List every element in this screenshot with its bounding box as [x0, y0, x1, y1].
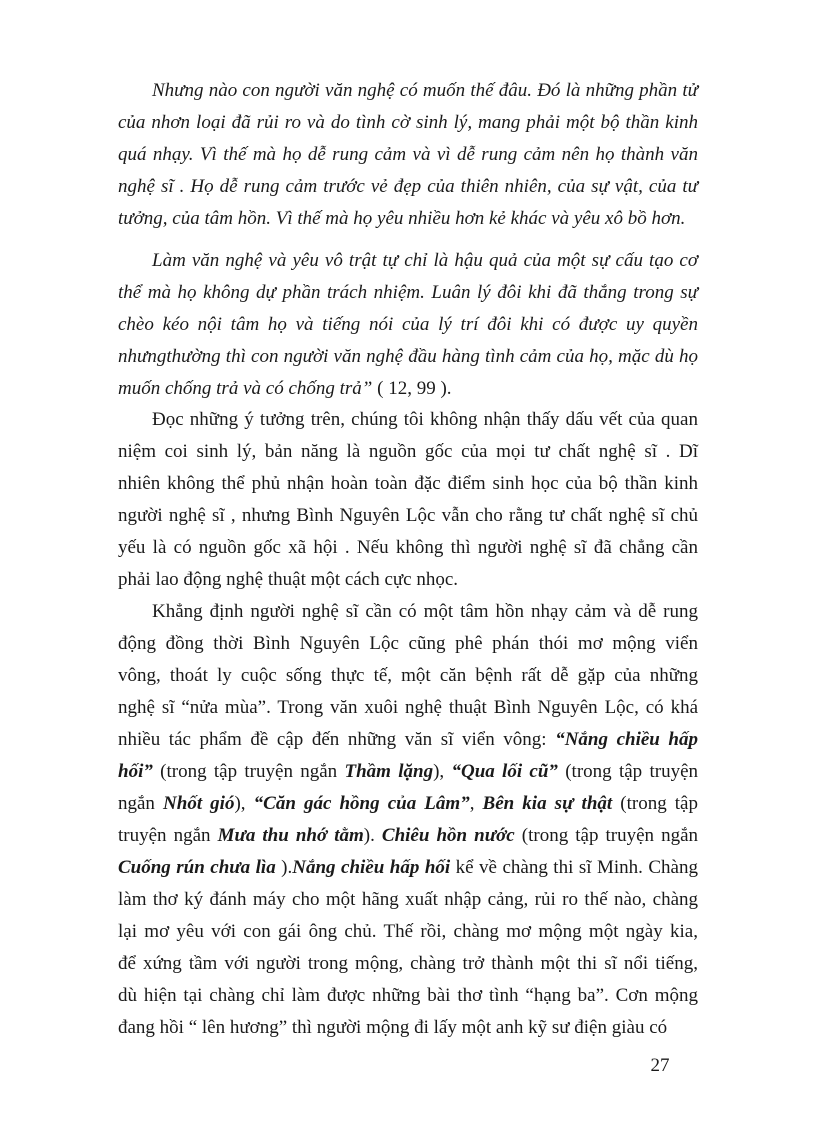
text-line — [152, 405, 698, 435]
text-run: , — [469, 793, 483, 814]
italic-run: Nhưng nào con người văn nghệ có muốn thế đâu. Đó là những phần tử — [152, 80, 698, 101]
text-run: ngắn — [118, 793, 164, 814]
italic-run: muốn chống trả và có chống trả” — [118, 378, 373, 399]
text-line — [152, 597, 698, 627]
bold-italic-run: Thầm lặng — [344, 761, 434, 782]
bold-italic-run: “Qua lối cũ” — [451, 761, 558, 782]
text-run: (trong tập truyện ngắn — [514, 825, 699, 846]
text-line — [118, 437, 698, 467]
text-run: nhiên không thể phủ nhận hoàn toàn đặc điểm sinh học của bộ thần kinh — [118, 473, 698, 494]
text-line — [118, 533, 698, 563]
text-line — [118, 661, 698, 691]
text-run: truyện ngắn — [118, 825, 218, 846]
text-run: kể về chàng thi sĩ Minh. Chàng — [450, 857, 698, 878]
italic-run: của nhơn loại đã rủi ro và do tình cờ sinh lý, mang phải một bộ thần kinh — [118, 112, 698, 133]
text-line — [118, 172, 698, 202]
text-run: ), — [433, 761, 452, 782]
text-run: vông, thoát ly cuộc sống thực tế, một căn bệnh rất dễ gặp của những — [118, 665, 698, 686]
text-line — [118, 629, 698, 659]
italic-run: thể mà họ không dự phần trách nhiệm. Luân lý đôi khi đã thắng trong sự — [118, 282, 698, 303]
text-line — [118, 949, 698, 979]
text-line — [118, 789, 698, 819]
text-run: người nghệ sĩ , nhưng Bình Nguyên Lộc vẫn cho rằng tư chất nghệ sĩ chủ — [118, 505, 698, 526]
text-run: nghệ sĩ “nửa mùa”. Trong văn xuôi nghệ thuật Bình Nguyên Lộc, có khá — [118, 697, 698, 718]
text-run: dù hiện tại chàng chỉ làm được những bài thơ tình “hạng ba”. Cơn mộng — [118, 985, 698, 1006]
text-run: ). — [363, 825, 382, 846]
text-run: Khẳng định người nghệ sĩ cần có một tâm hồn nhạy cảm và dễ rung — [152, 601, 698, 622]
bold-italic-run: Mưa thu nhớ tằm — [217, 825, 364, 846]
text-line — [118, 917, 698, 947]
italic-run: chèo kéo nội tâm họ và tiếng nói của lý trí đôi khi có được uy quyền — [118, 314, 698, 335]
text-run: làm thơ ký đánh máy cho một hãng xuất nhập cảng, rủi ro thế nào, chàng — [118, 889, 698, 910]
text-run: đang hồi “ lên hương” thì người mộng đi lấy một anh kỹ sư điện giàu có — [118, 1017, 668, 1038]
text-run: niệm coi sinh lý, bản năng là nguồn gốc của mọi tư chất nghệ sĩ . Dĩ — [118, 441, 698, 462]
text-run: ), — [234, 793, 254, 814]
text-line — [118, 140, 698, 170]
italic-run: quá nhạy. Vì thế mà họ dễ rung cảm và vì dễ rung cảm nên họ thành văn — [118, 144, 698, 165]
text-run: để xứng tầm với người trong mộng, chàng trở thành một thi sĩ nổi tiếng, — [118, 953, 698, 974]
text-line — [118, 853, 698, 883]
text-line — [118, 757, 698, 787]
text-line — [118, 501, 698, 531]
text-run: (trong tập — [612, 793, 698, 814]
text-run: (trong tập truyện — [557, 761, 699, 782]
text-line — [118, 278, 698, 308]
text-run: nhiều tác phẩm đề cập đến những văn sĩ viển vông: — [118, 729, 556, 750]
bold-italic-run: Bên kia sự thật — [482, 793, 613, 814]
text-line — [118, 1013, 698, 1043]
text-run: phải lao động nghệ thuật một cách cực nhọc. — [118, 569, 459, 590]
text-line — [118, 204, 698, 234]
text-line — [118, 342, 698, 372]
italic-run: tưởng, của tâm hồn. Vì thế mà họ yêu nhiều hơn kẻ khác và yêu xô bồ hơn. — [118, 208, 686, 229]
bold-italic-run: Nhốt gió — [163, 793, 235, 814]
text-line — [118, 885, 698, 915]
text-line — [118, 310, 698, 340]
bold-italic-run: hối” — [118, 761, 153, 782]
text-line — [118, 565, 698, 595]
text-run: (trong tập truyện ngắn — [152, 761, 345, 782]
bold-italic-run: Cuống rún chưa lìa — [118, 857, 276, 878]
text-run: yếu là có nguồn gốc xã hội . Nếu không thì người nghệ sĩ đã chẳng cần — [118, 537, 698, 558]
text-line — [118, 108, 698, 138]
text-line — [152, 76, 698, 106]
text-run: ( 12, 99 ). — [372, 378, 452, 399]
text-line — [118, 469, 698, 499]
text-line — [118, 374, 698, 404]
text-line — [118, 981, 698, 1011]
italic-run: nghệ sĩ . Họ dễ rung cảm trước vẻ đẹp của thiên nhiên, của sự vật, của tư — [118, 176, 698, 197]
bold-italic-run: Chiêu hồn nước — [381, 825, 515, 846]
text-line — [118, 821, 698, 851]
bold-italic-run: “Nắng chiều hấp — [555, 729, 698, 750]
bold-italic-run: “Căn gác hồng của Lâm” — [253, 793, 470, 814]
text-line — [152, 246, 698, 276]
page-number: 27 — [650, 1055, 670, 1076]
italic-run: nhưngthường thì con người văn nghệ đầu hàng tình cảm của họ, mặc dù họ — [118, 346, 698, 367]
text-run: Đọc những ý tưởng trên, chúng tôi không nhận thấy dấu vết của quan — [152, 409, 698, 430]
text-run: động đồng thời Bình Nguyên Lộc cũng phê phán thói mơ mộng viển — [118, 633, 698, 654]
bold-italic-run: Nắng chiều hấp hối — [292, 857, 451, 878]
text-run: lại mơ yêu với con gái ông chủ. Thế rồi, chàng mơ mộng một ngày kia, — [118, 921, 698, 942]
italic-run: Làm văn nghệ và yêu vô trật tự chỉ là hậu quả của một sự cấu tạo cơ — [152, 250, 698, 271]
text-run: ). — [275, 857, 293, 878]
text-line — [118, 693, 698, 723]
text-line — [118, 725, 698, 755]
